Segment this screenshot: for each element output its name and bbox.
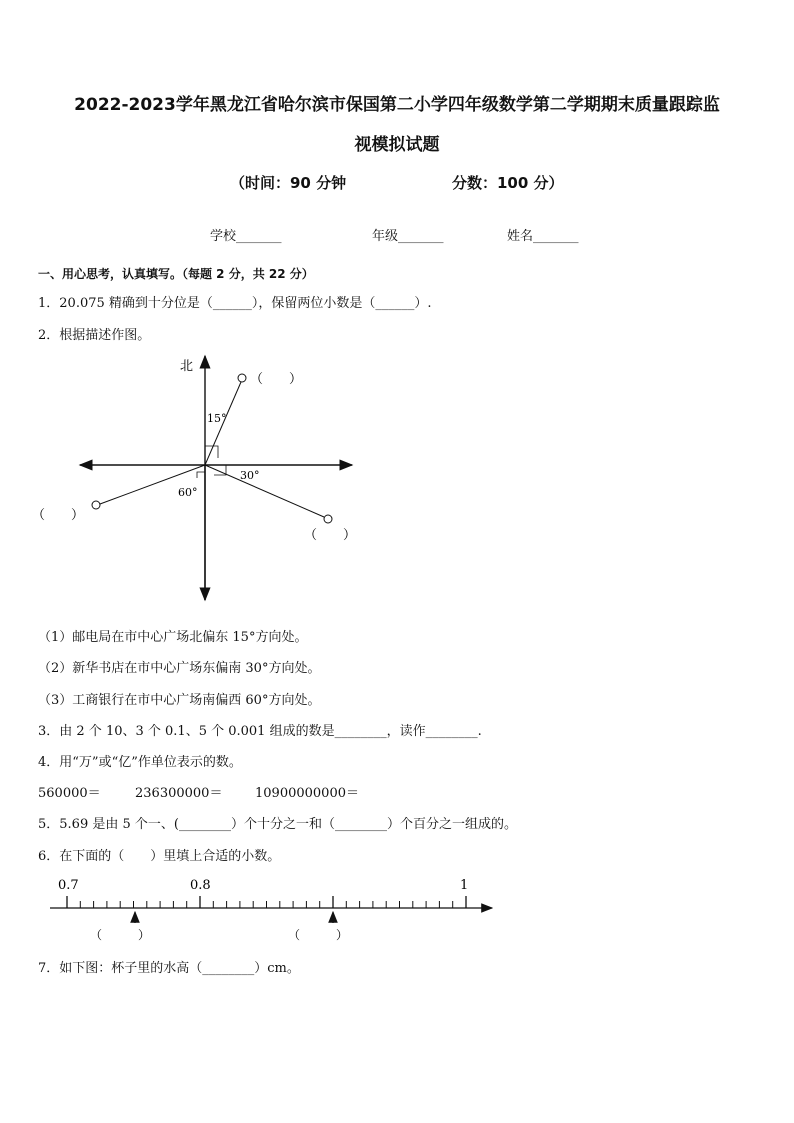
answer-paren-right: （ ） [288, 928, 349, 942]
tick-label-0-8: 0.8 [190, 878, 211, 893]
number-line [40, 870, 500, 945]
compass-diagram [30, 350, 370, 605]
question-3: 3．由 2 个 10、3 个 0.1、5 个 0.001 组成的数是________，读作________. [38, 724, 482, 739]
angle-label-60: 60° [178, 486, 198, 499]
school-field: 学校_______ [210, 229, 282, 244]
page-title: 2022-2023学年黑龙江省哈尔滨市保国第二小学四年级数学第二学期期末质量跟踪监 [74, 95, 720, 115]
answer-paren-ne: （ ） [250, 372, 303, 387]
question-2-item-1: （1）邮电局在市中心广场北偏东 15°方向处。 [38, 630, 308, 645]
answer-paren-se: （ ） [304, 528, 357, 543]
section-heading: 一、用心思考，认真填写。（每题 2 分，共 22 分） [38, 267, 314, 281]
answer-paren-sw: （ ） [32, 508, 85, 523]
number-line-ticks [67, 896, 466, 908]
bank-point [92, 501, 100, 509]
tick-label-0-7: 0.7 [58, 878, 79, 893]
grade-field: 年级_______ [372, 229, 444, 244]
question-2-item-2: （2）新华书店在市中心广场东偏南 30°方向处。 [38, 661, 321, 676]
question-4-item-2: 236300000＝ [135, 786, 223, 801]
question-6: 6．在下面的（ ）里填上合适的小数。 [38, 849, 281, 864]
question-4-item-1: 560000＝ [38, 786, 101, 801]
question-4: 4．用“万”或“亿”作单位表示的数。 [38, 755, 242, 770]
north-label: 北 [180, 359, 194, 374]
question-2-item-3: （3）工商银行在市中心广场南偏西 60°方向处。 [38, 693, 321, 708]
question-7: 7．如下图：杯子里的水高（________）cm。 [38, 961, 300, 976]
bookstore-point [324, 515, 332, 523]
answer-paren-left: （ ） [90, 928, 151, 942]
angle-label-30: 30° [240, 469, 260, 482]
question-1: 1．20.075 精确到十分位是（______），保留两位小数是（______）. [38, 296, 432, 311]
page-title-continued: 视模拟试题 [354, 135, 440, 155]
angle-mark-ne [205, 446, 218, 458]
angle-label-15: 15° [207, 412, 227, 425]
post-office-point [238, 374, 246, 382]
name-field: 姓名_______ [507, 229, 579, 244]
tick-label-1: 1 [460, 878, 469, 893]
question-5: 5．5.69 是由 5 个一、(________）个十分之一和（________）个百分之一组成的。 [38, 817, 517, 832]
ray-east-south [205, 465, 324, 517]
exam-time: （时间：90 分钟 [230, 174, 347, 192]
exam-score: 分数：100 分） [452, 174, 564, 192]
question-4-item-3: 10900000000＝ [255, 786, 359, 801]
question-2: 2．根据描述作图。 [38, 328, 151, 343]
angle-mark-sw [197, 472, 205, 478]
